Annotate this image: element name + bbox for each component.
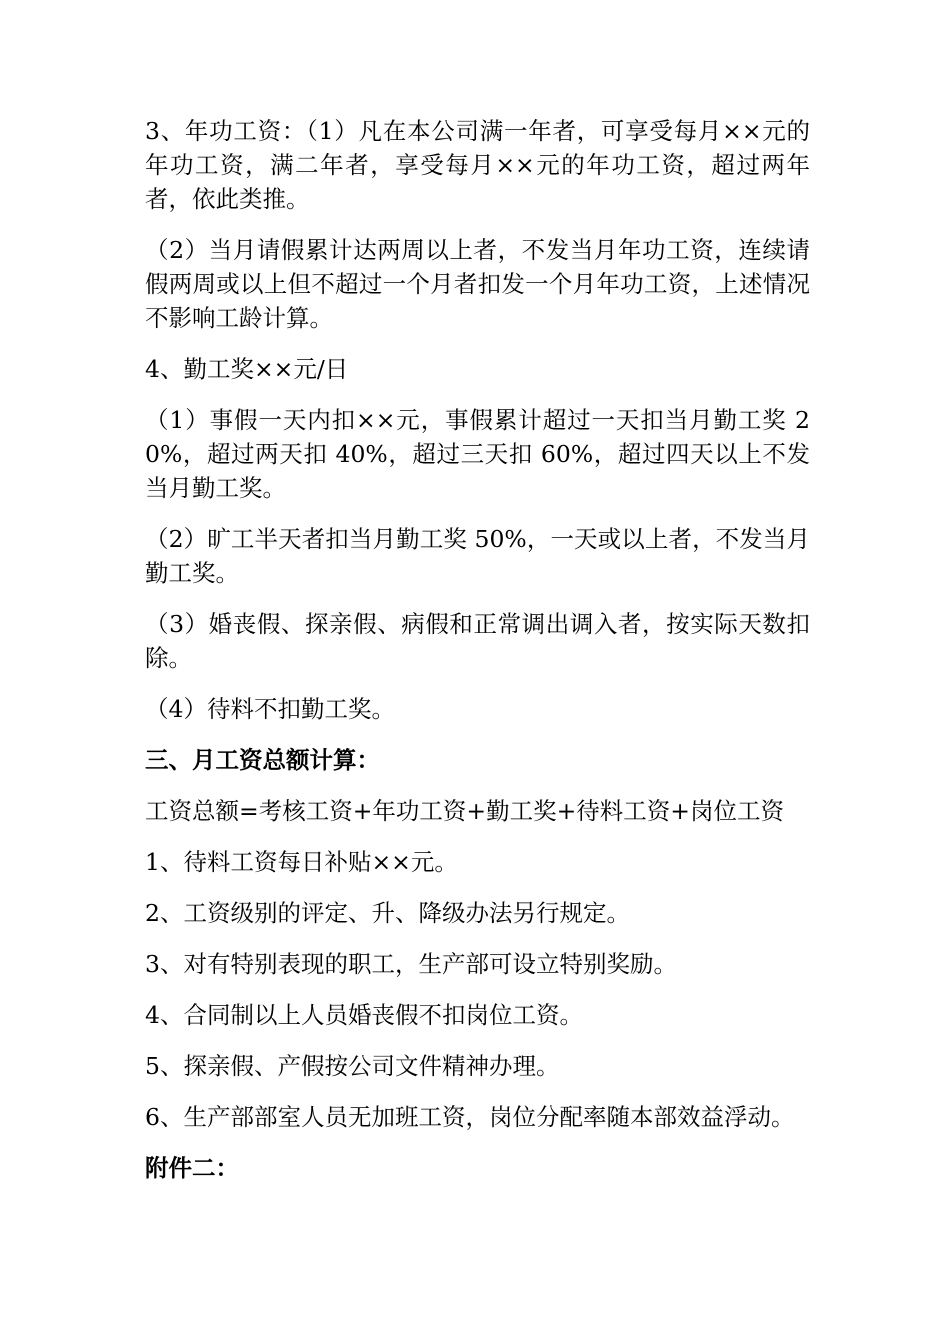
paragraph-special-leave-rule: （3）婚丧假、探亲假、病假和正常调出调入者，按实际天数扣除。 [145,610,810,672]
paragraph-item-5: 5、探亲假、产假按公司文件精神办理。 [145,1052,560,1080]
paragraph-seniority-leave-rule: （2）当月请假累计达两周以上者，不发当月年功工资，连续请假两周或以上但不超过一个月者扣发一个月年功工资，上述情况不影响工龄计算。 [145,236,810,332]
paragraph-attendance-bonus: 4、勤工奖××元/日 [145,355,349,383]
paragraph-waiting-material-rule: （4）待料不扣勤工奖。 [145,695,395,723]
paragraph-item-3: 3、对有特别表现的职工，生产部可设立特别奖励。 [145,950,677,978]
paragraph-total-formula: 工资总额=考核工资+年功工资+勤工奖+待料工资+岗位工资 [145,797,784,825]
paragraph-item-2: 2、工资级别的评定、升、降级办法另行规定。 [145,899,630,927]
paragraph-item-1: 1、待料工资每日补贴××元。 [145,848,458,876]
appendix-heading: 附件二： [145,1154,239,1182]
document-body [145,114,810,1202]
paragraph-seniority-wage: 3、年功工资：（1）凡在本公司满一年者，可享受每月××元的年功工资，满二年者，享受每月××元的年功工资，超过两年者，依此类推。 [145,117,810,213]
paragraph-personal-leave-rule: （1）事假一天内扣××元，事假累计超过一天扣当月勤工奖 20%，超过两天扣 40%，超过三天扣 60%，超过四天以上不发当月勤工奖。 [145,406,810,502]
paragraph-absence-rule: （2）旷工半天者扣当月勤工奖 50%，一天或以上者，不发当月勤工奖。 [145,525,810,587]
section-heading-monthly-total: 三、月工资总额计算： [145,746,380,774]
paragraph-item-4: 4、合同制以上人员婚丧假不扣岗位工资。 [145,1001,583,1029]
paragraph-item-6: 6、生产部部室人员无加班工资，岗位分配率随本部效益浮动。 [145,1103,795,1131]
